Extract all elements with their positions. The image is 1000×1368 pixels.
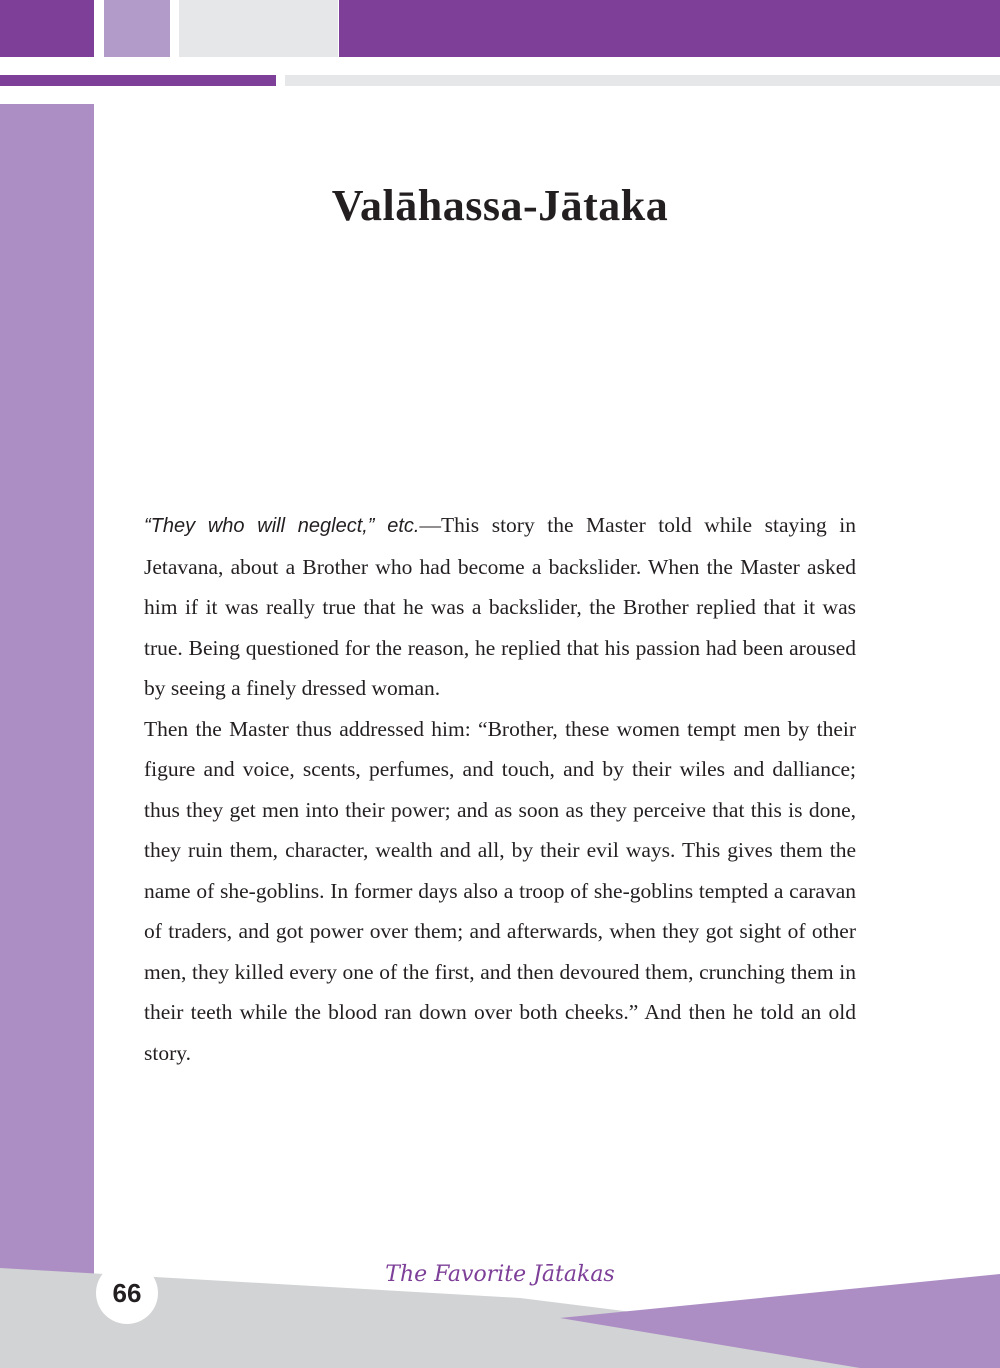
running-footer-title: The Favorite Jātakas: [385, 1262, 615, 1287]
paragraph-1-text: —This story the Master told while staying in Jetavana, about a Brother who had become a backslider. When the Master asked him if it was really true that he was a backslider, the Brother replied that it was true. Being questioned for the reason, he replied that his passion had been aroused by seeing a finely dressed woman.: [144, 513, 856, 700]
header-bar-2: [104, 0, 170, 57]
header-bar-1: [0, 0, 94, 57]
header-rule-purple: [0, 75, 276, 86]
page-number: 66: [112, 1278, 142, 1308]
left-sidebar-strip: [0, 104, 94, 1368]
paragraph-1: [144, 505, 856, 709]
paragraph-2: Then the Master thus addressed him: “Brother, these women tempt men by their figure and voice, scents, perfumes, and touch, and by their wiles and dalliance; thus they get men into their power; and as soon as they perceive that this is done, they ruin them, character, wealth and all, by their evil ways. This gives them the name of she-goblins. In former days also a troop of she-goblins tempted a caravan of traders, and got power over them; and afterwards, when they got sight of other men, they killed every one of the first, and then devoured them, crunching them in their teeth while the blood ran down over both cheeks.” And then he told an old story.: [144, 716, 856, 1065]
body-text: [144, 505, 856, 1073]
page-title: Valāhassa-Jātaka: [331, 181, 669, 230]
header-bar-3: [179, 0, 338, 57]
header-rule-gray: [285, 75, 1000, 86]
lead-quote: “They who will neglect,” etc.: [144, 515, 420, 537]
header-bar-4: [339, 0, 1000, 57]
